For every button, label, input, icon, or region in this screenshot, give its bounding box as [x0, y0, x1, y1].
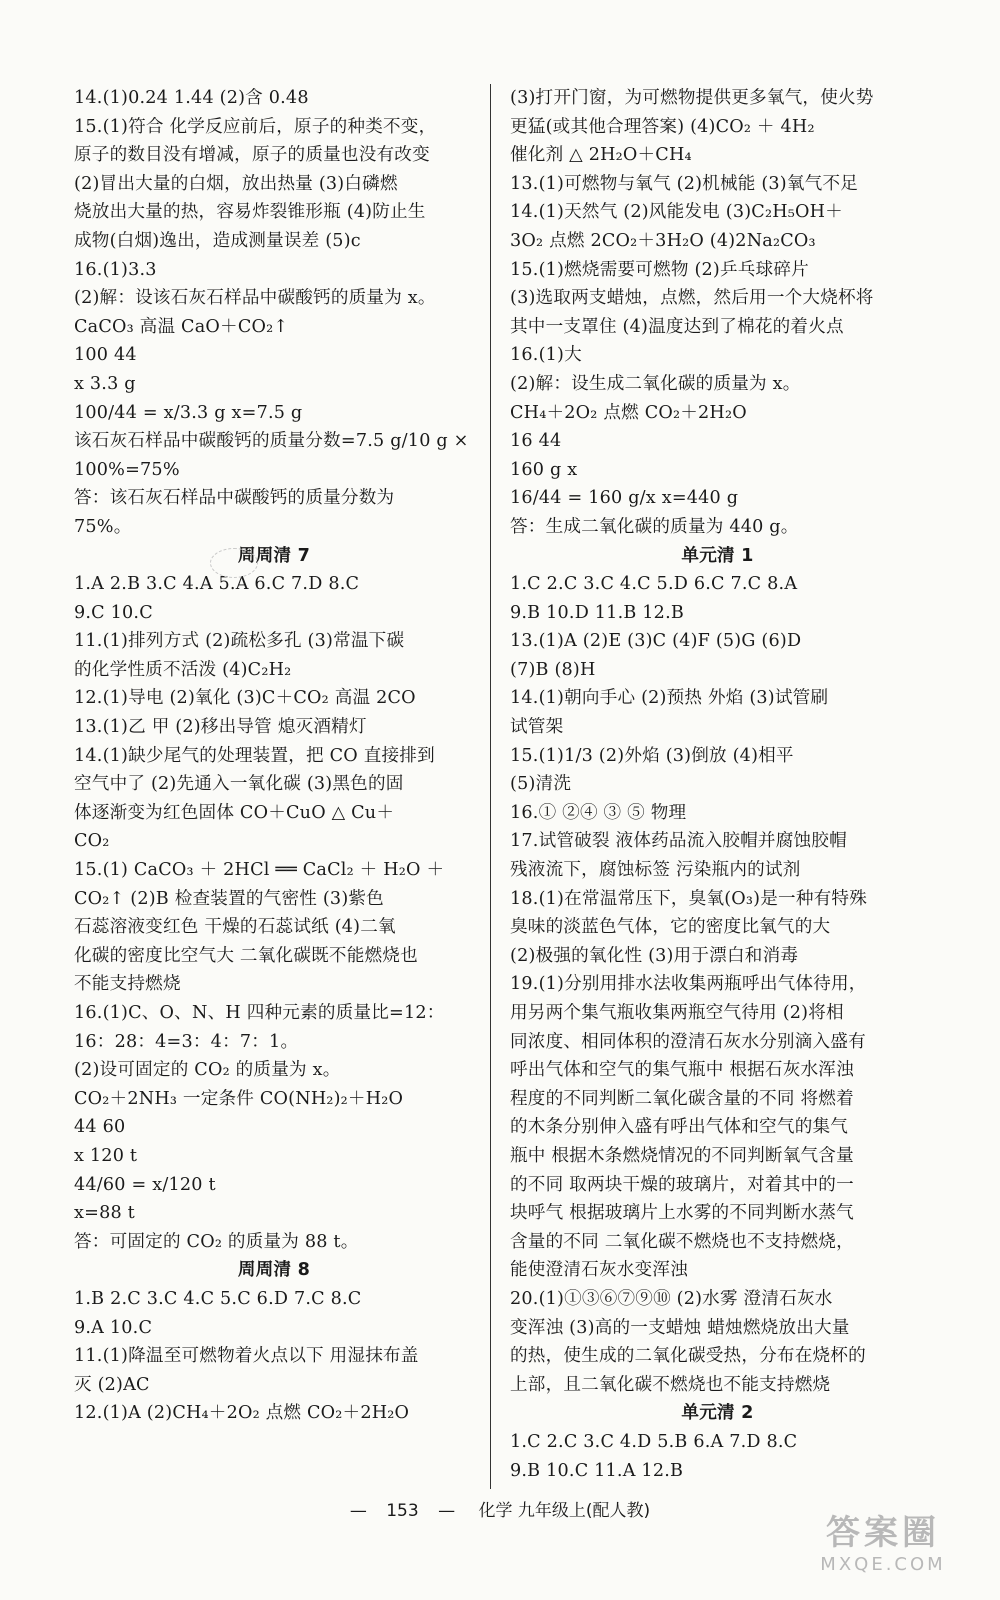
left-line-19: 11.(1)排列方式 (2)疏松多孔 (3)常温下碳 — [74, 631, 405, 652]
left-line-33: 16：28：4=3：4：7：1。 — [74, 1031, 299, 1052]
right-line-45: 上部，且二氧化碳不燃烧也不能支持燃烧 — [510, 1374, 831, 1395]
right-line-12: 16 44 — [510, 431, 562, 452]
left-line-31: 不能支持燃烧 — [74, 974, 181, 995]
left-line-34: (2)设可固定的 CO₂ 的质量为 x。 — [74, 1060, 341, 1081]
right-line-23: 15.(1)1/3 (2)外焰 (3)倒放 (4)相平 — [510, 745, 794, 766]
right-line-19: 13.(1)A (2)E (3)C (4)F (5)G (6)D — [510, 631, 802, 652]
left-line-45: 灭 (2)AC — [74, 1374, 150, 1395]
left-line-11: 100/44 = x/3.3 g x=7.5 g — [74, 402, 303, 423]
right-line-35: 程度的不同判断二氧化碳含量的不同 将燃着 — [510, 1088, 854, 1109]
right-line-14: 16/44 = 160 g/x x=440 g — [510, 488, 739, 509]
left-line-28: CO₂↑ (2)B 检查装置的气密性 (3)紫色 — [74, 888, 384, 909]
right-line-0: (3)打开门窗，为可燃物提供更多氧气，使火势 — [510, 88, 874, 108]
right-column — [510, 84, 925, 1485]
left-column — [74, 84, 474, 1428]
right-line-38: 的不同 取两块干燥的玻璃片，对着其中的一 — [510, 1174, 854, 1195]
left-line-25: 体逐渐变为红色固体 CO＋CuO △ Cu＋ — [74, 802, 395, 823]
left-line-20: 的化学性质不活泼 (4)C₂H₂ — [74, 659, 292, 680]
left-line-46: 12.(1)A (2)CH₄＋2O₂ 点燃 CO₂＋2H₂O — [74, 1403, 410, 1424]
right-line-2: 催化剂 △ 2H₂O＋CH₄ — [510, 145, 692, 166]
left-line-18: 9.C 10.C — [74, 602, 153, 623]
right-line-44: 的热，使生成的二氧化碳受热，分布在烧杯的 — [510, 1346, 866, 1367]
left-line-44: 11.(1)降温至可燃物着火点以下 用湿抹布盖 — [74, 1346, 419, 1367]
right-line-41: 能使澄清石灰水变浑浊 — [510, 1260, 688, 1281]
right-line-28: 18.(1)在常温常压下，臭氧(O₃)是一种有特殊 — [510, 888, 868, 909]
left-line-6: 16.(1)3.3 — [74, 259, 157, 280]
right-line-24: (5)清洗 — [510, 774, 572, 795]
right-line-42: 20.(1)①③⑥⑦⑨⑩ (2)水雾 澄清石灰水 — [510, 1288, 833, 1309]
right-line-39: 块呼气 根据玻璃片上水雾的不同判断水蒸气 — [510, 1203, 854, 1224]
left-line-13: 100%=75% — [74, 459, 180, 480]
left-line-24: 空气中了 (2)先通入一氧化碳 (3)黑色的固 — [74, 774, 404, 795]
left-line-17: 1.A 2.B 3.C 4.A 5.A 6.C 7.D 8.C — [74, 574, 360, 595]
right-line-21: 14.(1)朝向手心 (2)预热 外焰 (3)试管刷 — [510, 688, 829, 709]
left-line-26: CO₂ — [74, 831, 110, 852]
column-divider — [490, 84, 491, 1489]
left-line-27: 15.(1) CaCO₃ ＋ 2HCl ══ CaCl₂ ＋ H₂O ＋ — [74, 860, 445, 881]
right-line-43: 变浑浊 (3)高的一支蜡烛 蜡烛燃烧放出大量 — [510, 1317, 850, 1338]
right-line-31: 19.(1)分别用排水法收集两瓶呼出气体待用， — [510, 974, 867, 995]
left-line-43: 9.A 10.C — [74, 1317, 153, 1338]
right-line-3: 13.(1)可燃物与氧气 (2)机械能 (3)氧气不足 — [510, 173, 859, 194]
right-line-34: 呼出气体和空气的集气瓶中 根据石灰水浑浊 — [510, 1060, 854, 1081]
left-line-15: 75%。 — [74, 516, 132, 537]
right-line-15: 答：生成二氧化碳的质量为 440 g。 — [510, 516, 799, 537]
left-line-23: 14.(1)缺少尾气的处理装置，把 CO 直接排到 — [74, 745, 435, 766]
watermark-url: MXQE.COM — [820, 1554, 946, 1575]
right-line-8: 其中一支罩住 (4)温度达到了棉花的着火点 — [510, 316, 844, 337]
left-line-14: 答：该石灰石样品中碳酸钙的质量分数为 — [74, 488, 395, 509]
left-line-36: 44 60 — [74, 1117, 126, 1138]
left-line-39: x=88 t — [74, 1203, 135, 1224]
right-line-16: 单元清 1 — [681, 545, 754, 566]
left-line-16: 周周清 7 — [237, 545, 311, 566]
right-line-47: 1.C 2.C 3.C 4.D 5.B 6.A 7.D 8.C — [510, 1431, 798, 1452]
right-line-40: 含量的不同 二氧化碳不燃烧也不支持燃烧， — [510, 1231, 854, 1252]
page-number: 153 — [386, 1501, 419, 1521]
right-line-26: 17.试管破裂 液体药品流入胶帽并腐蚀胶帽 — [510, 831, 847, 852]
left-line-10: x 3.3 g — [74, 373, 136, 394]
left-line-1: 15.(1)符合 化学反应前后，原子的种类不变， — [74, 116, 437, 137]
left-line-2: 原子的数目没有增减，原子的质量也没有改变 — [74, 145, 430, 166]
right-line-37: 瓶中 根据木条燃烧情况的不同判断氧气含量 — [510, 1145, 854, 1166]
left-line-32: 16.(1)C、O、N、H 四种元素的质量比=12： — [74, 1003, 445, 1023]
right-line-32: 用另两个集气瓶收集两瓶空气待用 (2)将相 — [510, 1003, 844, 1023]
right-line-48: 9.B 10.C 11.A 12.B — [510, 1460, 684, 1481]
site-watermark — [788, 1512, 978, 1582]
page-footer: — 153 — 化学 九年级上(配人教) — [349, 1501, 651, 1521]
right-line-29: 臭味的淡蓝色气体，它的密度比氧气的大 — [510, 917, 831, 938]
left-line-3: (2)冒出大量的白烟，放出热量 (3)白磷燃 — [74, 173, 398, 194]
book-subject: 化学 九年级上(配人教) — [478, 1501, 651, 1521]
left-line-21: 12.(1)导电 (2)氧化 (3)C＋CO₂ 高温 2CO — [74, 688, 416, 709]
right-line-1: 更猛(或其他合理答案) (4)CO₂ ＋ 4H₂ — [510, 116, 815, 137]
right-line-18: 9.B 10.D 11.B 12.B — [510, 602, 684, 623]
faint-stamp-mark — [210, 548, 258, 578]
right-line-25: 16.① ②④ ③ ⑤ 物理 — [510, 802, 687, 823]
right-line-46: 单元清 2 — [681, 1403, 754, 1424]
right-line-6: 15.(1)燃烧需要可燃物 (2)乒乓球碎片 — [510, 259, 809, 280]
watermark-title: 答案圈 — [826, 1513, 940, 1553]
left-line-8: CaCO₃ 高温 CaO＋CO₂↑ — [74, 316, 289, 337]
left-line-9: 100 44 — [74, 345, 137, 366]
left-line-7: (2)解：设该石灰石样品中碳酸钙的质量为 x。 — [74, 288, 436, 309]
left-line-37: x 120 t — [74, 1145, 138, 1166]
right-line-22: 试管架 — [510, 717, 564, 738]
left-line-40: 答：可固定的 CO₂ 的质量为 88 t。 — [74, 1231, 359, 1252]
right-line-9: 16.(1)大 — [510, 345, 582, 366]
right-line-10: (2)解：设生成二氧化碳的质量为 x。 — [510, 373, 801, 394]
right-line-20: (7)B (8)H — [510, 659, 596, 680]
left-line-41: 周周清 8 — [237, 1260, 311, 1281]
right-line-4: 14.(1)天然气 (2)风能发电 (3)C₂H₅OH＋ — [510, 202, 843, 223]
right-line-11: CH₄＋2O₂ 点燃 CO₂＋2H₂O — [510, 402, 747, 423]
left-line-30: 化碳的密度比空气大 二氧化碳既不能燃烧也 — [74, 945, 418, 966]
left-line-5: 成物(白烟)逸出，造成测量误差 (5)c — [74, 230, 361, 251]
left-line-35: CO₂＋2NH₃ 一定条件 CO(NH₂)₂＋H₂O — [74, 1088, 404, 1109]
left-line-4: 烧放出大量的热，容易炸裂锥形瓶 (4)防止生 — [74, 202, 426, 223]
left-line-38: 44/60 = x/120 t — [74, 1174, 216, 1195]
left-line-12: 该石灰石样品中碳酸钙的质量分数=7.5 g/10 g × — [74, 431, 469, 452]
left-line-42: 1.B 2.C 3.C 4.C 5.C 6.D 7.C 8.C — [74, 1288, 362, 1309]
right-line-33: 同浓度、相同体积的澄清石灰水分别滴入盛有 — [510, 1031, 866, 1052]
right-line-30: (2)极强的氧化性 (3)用于漂白和消毒 — [510, 945, 799, 966]
right-line-36: 的木条分别伸入盛有呼出气体和空气的集气 — [510, 1117, 849, 1138]
right-line-5: 3O₂ 点燃 2CO₂＋3H₂O (4)2Na₂CO₃ — [510, 230, 816, 251]
left-line-0: 14.(1)0.24 1.44 (2)含 0.48 — [74, 88, 309, 108]
left-line-22: 13.(1)乙 甲 (2)移出导管 熄灭酒精灯 — [74, 717, 367, 738]
left-line-29: 石蕊溶液变红色 干燥的石蕊试纸 (4)二氧 — [74, 917, 396, 938]
right-line-17: 1.C 2.C 3.C 4.C 5.D 6.C 7.C 8.A — [510, 574, 798, 595]
right-line-7: (3)选取两支蜡烛，点燃，然后用一个大烧杯将 — [510, 288, 874, 309]
right-line-27: 残液流下，腐蚀标签 污染瓶内的试剂 — [510, 860, 801, 881]
right-line-13: 160 g x — [510, 459, 578, 480]
